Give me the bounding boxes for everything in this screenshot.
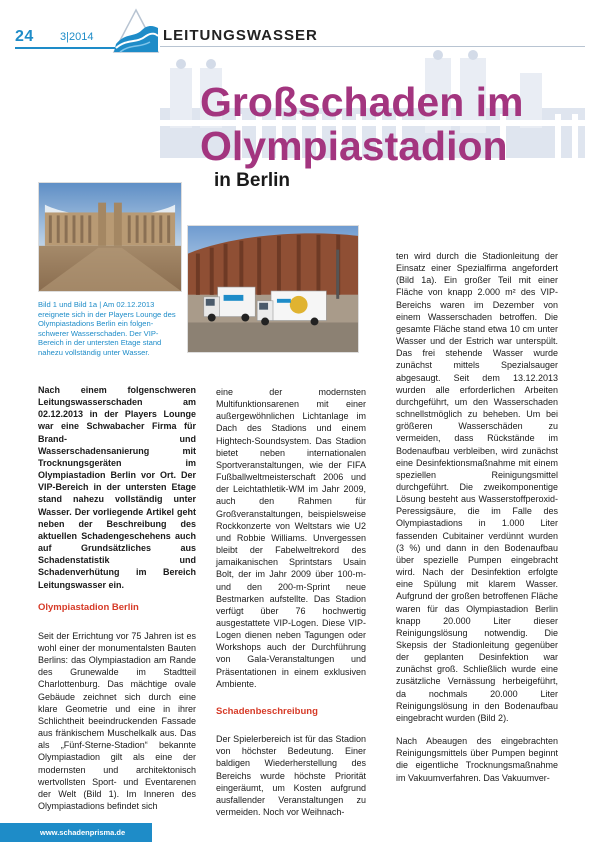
- magazine-logo: [112, 8, 160, 58]
- section-rubric: LEITUNGSWASSER: [163, 27, 318, 44]
- header-accent-line: [15, 47, 115, 49]
- issue-number: 3|2014: [60, 31, 94, 43]
- photo-stadium-exterior: [38, 182, 182, 292]
- footer-website-link[interactable]: www.schadenprisma.de: [40, 828, 126, 837]
- text-column-2: [216, 386, 366, 829]
- article-lead: Nach einem folgenschweren Leitungswasserschaden am 02.12.2013 in der Players Lounge war eine Schwabacher Firma für Brand- und Wasserschadensanierung mit Trocknungsgeräten im Olympiastadion Berlin vor Ort. Der VIP-Bereich in der untersten Etage stand nahezu vollständig unter Wasser. Der vorliegende Artikel geht neben der Beschreibung des aktuellen Schadengeschehens auch auf Grundsätzliches aus Schadenstatistik und Schadenverhütung im Bereich Leitungswasser ein.: [38, 385, 196, 590]
- article-title: Großschaden im Olympiastadion: [200, 79, 524, 169]
- body-paragraph: ten wird durch die Stadionleitung der Einsatz einer Spezialfirma angefordert (Bild 1a). Ein großer Teil mit einer Fläche von knapp 2.000 m² des VIP-Bereichs waren im Dezember von einem Wasserschaden betroffen. Die gesamte Fläche stand etwa 10 cm unter Wasser und der Estrich war unterspült. Das frei stehende Wasser wurde zunächst mittels Spezialsauger abgesaugt. Seit dem 13.12.2013 wurden alle erforderlichen Arbeiten durchgeführt, um den Wasserschaden schnellstmöglich zu beheben. Um bei größeren Wasserschäden zu vermeiden, dass Rückstände im Bodenaufbau verbleiben, wird zunächst eine Desinfektionsmaßnahme mit einem speziellen Reinigungsmittel durchgeführt. Die zweikomponentige Lösung besteht aus Wasserstoffperoxid-Peressigsäure, die im Falle des Olympiastadions in 1.000 Liter fassenden Cubitainer verdünnt wurden (3 %) und dann in den Bodenaufbau über spezielle Pumpen eingebracht wird. Nach der Desinfektion erfolgte eine Spülung mit klarem Wasser. Aufgrund der großen betroffenen Fläche waren für das Olympiastadion Berlin knapp 20.000 Liter dieser Reinigungslösung notwendig. Die Skepsis der Stadionleitung gegenüber der geplanten Desinfektion war zunächst groß. Schließlich wurde eine zusätzliche Vernässung herbeigeführt, da nochmals 20.000 Liter Reinigungslösung in den Bodenaufbau eingebracht wurden (Bild 2).: [396, 251, 558, 723]
- photo-service-vehicles: [187, 225, 359, 353]
- text-column-3: [396, 250, 558, 795]
- body-paragraph: Nach Abeaugen des eingebrachten Reinigungsmittels über Pumpen beginnt die eigentliche Trocknungsmaßnahme im Vakuumverfahren. Das Vakuumver-: [396, 736, 558, 783]
- image-caption: Bild 1 und Bild 1a | Am 02.12.2013 ereignete sich in der Players Lounge des Olympiastadions Berlin ein folgen-schwerer Wasserschaden. Der VIP-Bereich in der untersten Etage stand nahezu vollständig unter Wasser.: [38, 300, 176, 357]
- text-column-1: [38, 384, 196, 823]
- body-paragraph: eine der modernsten Multifunktionsarenen mit einer außergewöhnlichen Lichtanlage im Dach des Stadions und einem Hightech-Soundsystem. Das Stadion bietet neben internationalen Sportveranstaltungen, wie der FIFA Fußballweltmeisterschaft 2006 und der Leichtathletik-WM im Jahr 2009, auch den Rahmen für Großveranstaltungen, beispielsweise Rockkonzerte von Weltstars wie U2 und Robbie Williams. Unvergessen bleibt der Fabelweltrekord des jamaikanischen Sprintstars Usain Bolt, der im Jahr 2009 über 100-m- und den 200-m-Sprint neue Bestmarken aufstellte. Das Stadion verfügt über 76 hochwertig ausgestattete VIP-Logen. Diese VIP-Logen dienen neben Tagungen oder Workshops auch der Durchführung von Gala-Veranstaltungen und Präsentationen in einem exklusiven Ambiente.: [216, 387, 366, 689]
- page-number: 24: [15, 28, 34, 45]
- subheading-olympiastadion: Olympiastadion Berlin: [38, 601, 139, 613]
- article-subtitle: in Berlin: [214, 170, 291, 191]
- subheading-schadenbeschreibung: Schadenbeschreibung: [216, 705, 318, 717]
- body-paragraph: Der Spielerbereich ist für das Stadion von höchster Bedeutung. Einer baldigen Wiederherstellung des Bereichs wurde höchste Priorität eingeräumt, um Kosten aufgrund ausfallender Veranstaltungen zu vermeiden. Noch vor Weihnach-: [216, 734, 366, 817]
- body-paragraph: Seit der Errichtung vor 75 Jahren ist es wohl einer der monumentalsten Bauten Berlins: das Olympiastadion am Rande des Grunewalde im Stadtteil Charlottenburg. Das mächtige ovale Gebäude zeichnet sich durch eine klare Geometrie und eine in ihrer Schlichtheit beeindruckenden Fassade aus fränkischem Muschelkalk aus. Das als „Fünf-Sterne-Stadion“ bekannte Olympiastadion gilt als eine der modernsten und architektonisch wertvollsten Sport- und Eventarenen der Welt (Bild 1). Im Inneren des Olympiastadions befindet sich: [38, 630, 196, 811]
- header-rule: [160, 46, 585, 47]
